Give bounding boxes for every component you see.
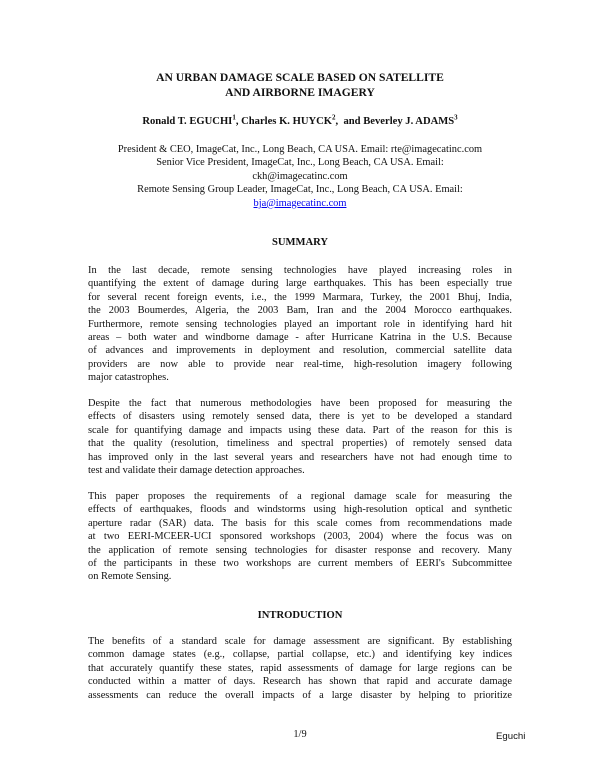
summary-heading: SUMMARY bbox=[271, 237, 329, 248]
author-separator: , bbox=[235, 116, 242, 127]
summary-paragraph-2 bbox=[88, 397, 512, 477]
text-line: major catastrophes. bbox=[88, 372, 169, 384]
text-line: conducted within a matter of days. Research has shown that rapid and accurate damage bbox=[88, 676, 512, 688]
text-line: scale for quantifying damage and impacts using these data. Part of the reason for this is bbox=[88, 424, 512, 436]
text-line: at two EERI-MCEER-UCI sponsored workshops (2003, 2004) where the focus was on bbox=[88, 531, 512, 543]
text-line: test and validate their damage detection approaches. bbox=[88, 465, 305, 477]
affiliation-line: ckh@imagecatinc.com bbox=[252, 170, 348, 182]
page-number: 1/9 bbox=[293, 729, 307, 740]
text-line: Furthermore, remote sensing technologies played an important role in identifying hard hit bbox=[88, 318, 512, 330]
text-line: aperture radar (SAR) data. The basis for this scale comes from recommendations made bbox=[88, 517, 512, 529]
author-affiliation-mark: 2 bbox=[332, 113, 336, 122]
affiliation-line: Senior Vice President, ImageCat, Inc., Long Beach, CA USA. Email: bbox=[156, 157, 444, 169]
summary-paragraph-3 bbox=[88, 490, 512, 584]
text-line: This paper proposes the requirements of a regional damage scale for measuring the bbox=[88, 491, 512, 502]
text-line: In the last decade, remote sensing technologies have played increasing roles in bbox=[88, 265, 512, 276]
footer-author: Eguchi bbox=[496, 731, 526, 742]
affiliations bbox=[60, 143, 540, 210]
paper-title bbox=[60, 70, 540, 100]
text-line: has improved only in the last several years and researchers have not had enough time to bbox=[88, 451, 512, 463]
introduction-paragraph bbox=[88, 635, 512, 702]
text-line: that accurately quantify these states, rapid assessments of damage for large regions can be bbox=[88, 662, 512, 674]
email-link[interactable]: bja@imagecatinc.com bbox=[253, 197, 347, 209]
text-line: providers are now able to provide near real-time, high-resolution imagery following bbox=[88, 358, 512, 370]
author-name: Charles K. HUYCK bbox=[241, 116, 333, 127]
title-line: AND AIRBORNE IMAGERY bbox=[225, 86, 375, 99]
text-line: that the quality (resolution, timeliness and spectral properties) of remotely sensed data bbox=[88, 438, 512, 450]
text-line: of advances and improvements in deployment and resolution, commercial satellite data bbox=[88, 345, 512, 357]
text-line: for several recent foreign events, i.e., the 1999 Marmara, Turkey, the 2001 Bhuj, India, bbox=[88, 291, 512, 303]
author-name: Ronald T. EGUCHI bbox=[142, 116, 233, 127]
introduction-heading: INTRODUCTION bbox=[257, 610, 343, 621]
text-line: effects of earthquakes, floods and windstorms using high-resolution optical and synthetic bbox=[88, 504, 512, 516]
text-line: quantifying the extent of damage during large earthquakes. This has been especially true bbox=[88, 278, 512, 290]
text-line: areas – both water and windborne damage - after Hurricane Katrina in the U.S. Because bbox=[88, 332, 512, 344]
text-line: effects of disasters using remotely sensed data, there is yet to be developed a standard bbox=[88, 411, 512, 423]
text-line: common damage states (e.g., collapse, partial collapse, etc.) and identifying key indices bbox=[88, 649, 512, 661]
author-affiliation-mark: 3 bbox=[454, 113, 458, 122]
text-line: The benefits of a standard scale for damage assessment are significant. By establishing bbox=[88, 636, 512, 647]
author-affiliation-mark: 1 bbox=[232, 113, 236, 122]
text-line: the 2003 Boumerdes, Algeria, the 2003 Bam, Iran and the 2004 Morocco earthquakes. bbox=[88, 305, 512, 317]
text-line: of the participants in these two workshops are current members of EERI's Subcommittee bbox=[88, 558, 512, 570]
text-line: on Remote Sensing. bbox=[88, 571, 172, 583]
author-name: Beverley J. ADAMS bbox=[363, 116, 455, 127]
text-line: the application of remote sensing technologies for disaster response and recovery. Many bbox=[88, 544, 512, 556]
author-separator: , and bbox=[335, 116, 364, 127]
summary-paragraph-1 bbox=[88, 264, 512, 385]
text-line: Despite the fact that numerous methodologies have been proposed for measuring the bbox=[88, 398, 512, 409]
text-line: assessments can reduce the overall impacts of a large disaster by helping to prioritize bbox=[88, 689, 512, 701]
author-list bbox=[40, 115, 560, 129]
affiliation-line: Remote Sensing Group Leader, ImageCat, Inc., Long Beach, CA USA. Email: bbox=[137, 184, 463, 196]
title-line: AN URBAN DAMAGE SCALE BASED ON SATELLITE bbox=[156, 71, 444, 84]
affiliation-line: President & CEO, ImageCat, Inc., Long Beach, CA USA. Email: rte@imagecatinc.com bbox=[117, 144, 483, 155]
